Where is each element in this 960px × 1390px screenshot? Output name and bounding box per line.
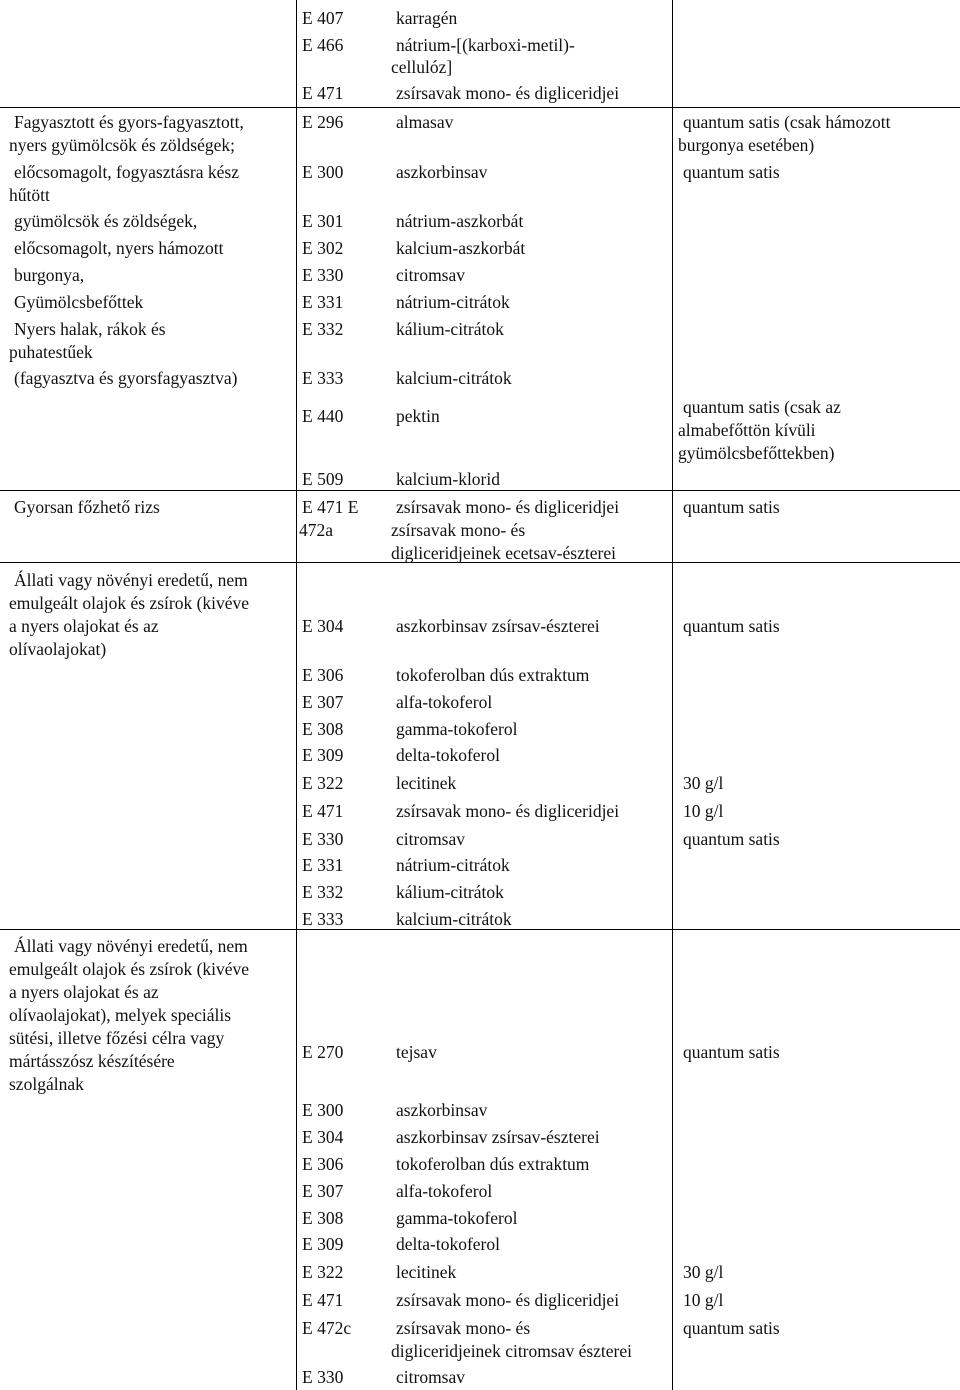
- e-code: E 471: [302, 83, 344, 103]
- e-code: E 472c: [302, 1318, 352, 1338]
- food-category: előcsomagolt, nyers hámozott: [14, 238, 224, 258]
- e-code: E 332: [302, 319, 344, 339]
- additive-name: zsírsavak mono- és digliceridjei: [396, 83, 620, 103]
- e-code: E 304: [302, 1127, 344, 1147]
- max-level: almabefőttön kívüli: [678, 420, 816, 440]
- food-category: gyümölcsök és zöldségek,: [14, 211, 198, 231]
- additive-name: zsírsavak mono- és digliceridjei: [396, 801, 620, 821]
- additive-name: tejsav: [396, 1042, 437, 1062]
- additive-name: kalcium-citrátok: [396, 909, 512, 929]
- e-code: E 301: [302, 211, 344, 231]
- e-code: E 466: [302, 35, 344, 55]
- e-code: E 407: [302, 8, 344, 28]
- food-category: olívaolajokat), melyek speciális: [9, 1005, 232, 1025]
- additive-name: digliceridjeinek ecetsav-észterei: [391, 543, 616, 563]
- e-code: E 309: [302, 745, 344, 765]
- additive-name: tokoferolban dús extraktum: [396, 1154, 590, 1174]
- max-level: quantum satis: [683, 1042, 780, 1062]
- additive-name: kálium-citrátok: [396, 882, 504, 902]
- e-code: E 300: [302, 162, 344, 182]
- additive-name: aszkorbinsav: [396, 1100, 488, 1120]
- additive-name: gamma-tokoferol: [396, 719, 518, 739]
- additive-name: zsírsavak mono- és digliceridjei: [396, 497, 620, 517]
- e-code: E 307: [302, 1181, 344, 1201]
- max-level: 10 g/l: [683, 1290, 724, 1310]
- additive-name: gamma-tokoferol: [396, 1208, 518, 1228]
- additive-name: cellulóz]: [391, 57, 453, 77]
- e-code: E 306: [302, 1154, 344, 1174]
- food-category: emulgeált olajok és zsírok (kivéve: [9, 593, 250, 613]
- e-code: 472a: [299, 520, 334, 540]
- e-code: E 333: [302, 909, 344, 929]
- additive-name: digliceridjeinek citromsav észterei: [391, 1341, 633, 1361]
- food-category: szolgálnak: [9, 1074, 84, 1094]
- e-code: E 440: [302, 406, 344, 426]
- additive-name: delta-tokoferol: [396, 1234, 500, 1254]
- max-level: quantum satis: [683, 616, 780, 636]
- additive-name: aszkorbinsav: [396, 162, 488, 182]
- additive-name: nátrium-citrátok: [396, 292, 510, 312]
- additive-name: alfa-tokoferol: [396, 692, 493, 712]
- e-code: E 330: [302, 829, 344, 849]
- e-code: E 302: [302, 238, 344, 258]
- additive-name: delta-tokoferol: [396, 745, 500, 765]
- max-level: quantum satis (csak hámozott: [683, 112, 891, 132]
- food-category: mártásszósz készítésére: [9, 1051, 175, 1071]
- e-code: E 306: [302, 665, 344, 685]
- max-level: 30 g/l: [683, 773, 724, 793]
- additive-name: tokoferolban dús extraktum: [396, 665, 590, 685]
- food-category: burgonya,: [14, 265, 85, 285]
- additive-name: kalcium-klorid: [396, 469, 501, 489]
- table-border-mid-col: [672, 0, 673, 1390]
- row-divider: [0, 107, 960, 108]
- e-code: E 308: [302, 719, 344, 739]
- e-code: E 308: [302, 1208, 344, 1228]
- additive-name: lecitinek: [396, 1262, 457, 1282]
- e-code: E 322: [302, 1262, 344, 1282]
- food-category: nyers gyümölcsök és zöldségek;: [9, 135, 235, 155]
- e-code: E 296: [302, 112, 344, 132]
- food-category: a nyers olajokat és az: [9, 616, 159, 636]
- max-level: quantum satis: [683, 829, 780, 849]
- food-category: előcsomagolt, fogyasztásra kész: [14, 162, 239, 182]
- additive-name: aszkorbinsav zsírsav-észterei: [396, 616, 600, 636]
- additive-name: kalcium-aszkorbát: [396, 238, 526, 258]
- additive-name: citromsav: [396, 265, 466, 285]
- food-category: Állati vagy növényi eredetű, nem: [14, 936, 248, 956]
- e-code: E 332: [302, 882, 344, 902]
- max-level: 10 g/l: [683, 801, 724, 821]
- additive-name: nátrium-aszkorbát: [396, 211, 524, 231]
- e-code: E 331: [302, 292, 344, 312]
- max-level: burgonya esetében): [678, 135, 815, 155]
- food-category: Nyers halak, rákok és: [14, 319, 166, 339]
- additive-name: aszkorbinsav zsírsav-észterei: [396, 1127, 600, 1147]
- additive-name: citromsav: [396, 829, 466, 849]
- e-code: E 330: [302, 1367, 344, 1387]
- e-code: E 307: [302, 692, 344, 712]
- food-category: (fagyasztva és gyorsfagyasztva): [14, 368, 238, 388]
- additive-name: kalcium-citrátok: [396, 368, 512, 388]
- food-category: puhatestűek: [9, 342, 93, 362]
- additive-name: citromsav: [396, 1367, 466, 1387]
- food-category: a nyers olajokat és az: [9, 982, 159, 1002]
- e-code: E 304: [302, 616, 344, 636]
- e-code: E 471 E: [302, 497, 359, 517]
- e-code: E 331: [302, 855, 344, 875]
- e-code: E 309: [302, 1234, 344, 1254]
- max-level: quantum satis: [683, 497, 780, 517]
- max-level: quantum satis (csak az: [683, 397, 841, 417]
- additive-name: kálium-citrátok: [396, 319, 504, 339]
- additive-name: zsírsavak mono- és digliceridjei: [396, 1290, 620, 1310]
- max-level: 30 g/l: [683, 1262, 724, 1282]
- e-code: E 471: [302, 801, 344, 821]
- food-category: Állati vagy növényi eredetű, nem: [14, 570, 248, 590]
- e-code: E 300: [302, 1100, 344, 1120]
- additive-name: lecitinek: [396, 773, 457, 793]
- max-level: quantum satis: [683, 162, 780, 182]
- additive-name: nátrium-[(karboxi-metil)-: [396, 35, 575, 55]
- max-level: gyümölcsbefőttekben): [678, 443, 835, 463]
- additive-name: zsírsavak mono- és: [391, 520, 526, 540]
- food-category: Gyorsan főzhető rizs: [14, 497, 160, 517]
- additive-name: nátrium-citrátok: [396, 855, 510, 875]
- food-category: sütési, illetve főzési célra vagy: [9, 1028, 225, 1048]
- e-code: E 509: [302, 469, 344, 489]
- additive-name: pektin: [396, 406, 440, 426]
- max-level: quantum satis: [683, 1318, 780, 1338]
- table-border-left-col: [296, 0, 297, 1390]
- additive-name: zsírsavak mono- és: [396, 1318, 531, 1338]
- e-code: E 322: [302, 773, 344, 793]
- food-category: Fagyasztott és gyors-fagyasztott,: [14, 112, 244, 132]
- e-code: E 471: [302, 1290, 344, 1310]
- food-category: hűtött: [9, 185, 50, 205]
- additive-name: karragén: [396, 8, 458, 28]
- e-code: E 333: [302, 368, 344, 388]
- additive-name: almasav: [396, 112, 454, 132]
- e-code: E 270: [302, 1042, 344, 1062]
- e-code: E 330: [302, 265, 344, 285]
- additive-name: alfa-tokoferol: [396, 1181, 493, 1201]
- food-category: Gyümölcsbefőttek: [14, 292, 144, 312]
- food-category: emulgeált olajok és zsírok (kivéve: [9, 959, 250, 979]
- food-category: olívaolajokat): [9, 639, 107, 659]
